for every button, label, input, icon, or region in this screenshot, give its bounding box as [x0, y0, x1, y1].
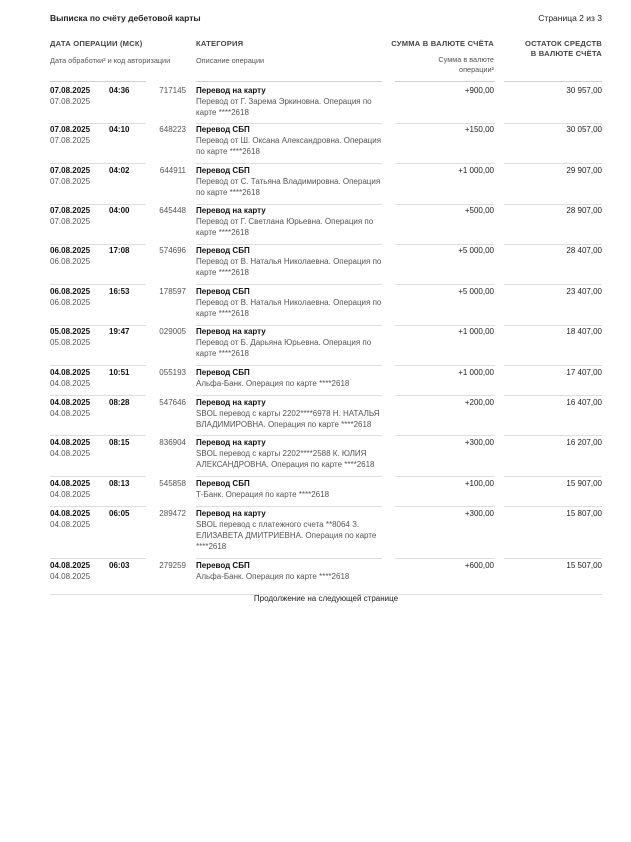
transaction-time: 17:08 — [109, 246, 130, 255]
transaction-date: 04.08.2025 — [50, 479, 91, 488]
transaction-time: 04:36 — [109, 86, 130, 95]
balance-after: 28 907,00 — [566, 206, 602, 215]
row-divider — [504, 476, 602, 477]
transaction-time: 16:53 — [109, 287, 130, 296]
row-divider — [504, 325, 602, 326]
transaction-description: Перевод от Г. Светлана Юрьевна. Операция по карте ****2618 — [196, 217, 374, 237]
transaction-date: 07.08.2025 — [50, 125, 91, 134]
col-amount-subheader-line1: Сумма в валюте — [438, 55, 494, 64]
transaction-description: Перевод от С. Татьяна Владимировна. Операция по карте ****2618 — [196, 177, 381, 197]
transaction-date: 07.08.2025 — [50, 166, 91, 175]
transaction-category: Перевод СБП — [196, 287, 250, 296]
transaction-time: 08:15 — [109, 438, 130, 447]
row-divider — [504, 395, 602, 396]
row-divider — [50, 244, 146, 245]
row-divider — [50, 123, 146, 124]
processing-date: 04.08.2025 — [50, 409, 91, 418]
transaction-category: Перевод СБП — [196, 561, 250, 570]
transaction-amount: +500,00 — [464, 206, 494, 215]
row-divider — [395, 506, 495, 507]
row-divider — [196, 506, 382, 507]
authorization-code: 279259 — [159, 561, 186, 570]
authorization-code: 645448 — [159, 206, 186, 215]
processing-date: 05.08.2025 — [50, 338, 91, 347]
transaction-date: 07.08.2025 — [50, 206, 91, 215]
transaction-amount: +1 000,00 — [458, 368, 494, 377]
transaction-description: Перевод от Ш. Оксана Александровна. Операция по карте ****2618 — [196, 136, 382, 156]
transaction-date: 06.08.2025 — [50, 287, 91, 296]
page-number: Страница 2 из 3 — [538, 13, 602, 23]
col-amount-header: СУММА В ВАЛЮТЕ СЧЁТА — [391, 39, 494, 48]
authorization-code: 029005 — [159, 327, 186, 336]
transaction-description: Альфа-Банк. Операция по карте ****2618 — [196, 379, 350, 388]
transaction-time: 06:05 — [109, 509, 130, 518]
transaction-amount: +1 000,00 — [458, 327, 494, 336]
balance-after: 30 957,00 — [566, 86, 602, 95]
balance-after: 23 407,00 — [566, 287, 602, 296]
row-divider — [196, 204, 382, 205]
header-divider — [504, 81, 602, 82]
row-divider — [196, 284, 382, 285]
row-divider — [196, 123, 382, 124]
transaction-category: Перевод СБП — [196, 166, 250, 175]
transaction-time: 04:10 — [109, 125, 130, 134]
header-divider — [50, 81, 146, 82]
col-category-subheader: Описание операции — [196, 56, 265, 65]
transaction-description: Перевод от В. Наталья Николаевна. Операция по карте ****2618 — [196, 257, 382, 277]
row-divider — [395, 123, 495, 124]
row-divider — [504, 244, 602, 245]
row-divider — [504, 506, 602, 507]
authorization-code: 545858 — [159, 479, 186, 488]
processing-date: 07.08.2025 — [50, 177, 91, 186]
transaction-description: Перевод от Г. Зарема Эркиновна. Операция по карте ****2618 — [196, 97, 372, 117]
processing-date: 04.08.2025 — [50, 449, 91, 458]
row-divider — [395, 365, 495, 366]
balance-after: 15 907,00 — [566, 479, 602, 488]
col-balance-header-line2: В ВАЛЮТЕ СЧЁТА — [530, 49, 602, 58]
balance-after: 17 407,00 — [566, 368, 602, 377]
transaction-category: Перевод на карту — [196, 398, 266, 407]
col-date-header: ДАТА ОПЕРАЦИИ (МСК) — [50, 39, 143, 48]
transaction-category: Перевод на карту — [196, 206, 266, 215]
row-divider — [50, 395, 146, 396]
authorization-code: 717145 — [159, 86, 186, 95]
transaction-category: Перевод СБП — [196, 246, 250, 255]
row-divider — [395, 284, 495, 285]
transaction-amount: +300,00 — [464, 509, 494, 518]
row-divider — [196, 395, 382, 396]
processing-date: 06.08.2025 — [50, 298, 91, 307]
transaction-date: 04.08.2025 — [50, 438, 91, 447]
row-divider — [50, 325, 146, 326]
transaction-date: 06.08.2025 — [50, 246, 91, 255]
transaction-amount: +1 000,00 — [458, 166, 494, 175]
row-divider — [196, 365, 382, 366]
balance-after: 28 407,00 — [566, 246, 602, 255]
row-divider — [50, 435, 146, 436]
transaction-time: 10:51 — [109, 368, 130, 377]
balance-after: 16 207,00 — [566, 438, 602, 447]
col-amount-subheader-line2: операции² — [459, 65, 494, 74]
balance-after: 29 907,00 — [566, 166, 602, 175]
processing-date: 04.08.2025 — [50, 379, 91, 388]
transaction-amount: +200,00 — [464, 398, 494, 407]
transaction-amount: +150,00 — [464, 125, 494, 134]
transaction-description: SBOL перевод с карты 2202****6978 Н. НАТАЛЬЯ ВЛАДИМИРОВНА. Операция по карте ****2618 — [196, 409, 380, 429]
processing-date: 07.08.2025 — [50, 97, 91, 106]
row-divider — [50, 284, 146, 285]
row-divider — [50, 476, 146, 477]
row-divider — [395, 325, 495, 326]
column-headers — [50, 39, 602, 79]
transaction-time: 04:00 — [109, 206, 130, 215]
transaction-description: Перевод от Б. Дарьяна Юрьевна. Операция по карте ****2618 — [196, 338, 372, 358]
transaction-amount: +900,00 — [464, 86, 494, 95]
processing-date: 04.08.2025 — [50, 520, 91, 529]
row-divider — [50, 558, 146, 559]
transaction-category: Перевод СБП — [196, 368, 250, 377]
row-divider — [504, 163, 602, 164]
row-divider — [50, 204, 146, 205]
balance-after: 15 507,00 — [566, 561, 602, 570]
row-divider — [395, 204, 495, 205]
authorization-code: 178597 — [159, 287, 186, 296]
row-divider — [196, 558, 382, 559]
authorization-code: 547646 — [159, 398, 186, 407]
transaction-time: 08:13 — [109, 479, 130, 488]
authorization-code: 644911 — [159, 166, 186, 175]
transaction-description: Т-Банк. Операция по карте ****2618 — [196, 490, 330, 499]
transaction-description: SBOL перевод с карты 2202****2588 К. ЮЛИЯ АЛЕКСАНДРОВНА. Операция по карте ****2618 — [196, 449, 375, 469]
row-divider — [196, 435, 382, 436]
transaction-amount: +600,00 — [464, 561, 494, 570]
row-divider — [504, 284, 602, 285]
processing-date: 04.08.2025 — [50, 572, 91, 581]
row-divider — [504, 558, 602, 559]
transaction-time: 06:03 — [109, 561, 130, 570]
processing-date: 07.08.2025 — [50, 217, 91, 226]
transaction-description: Альфа-Банк. Операция по карте ****2618 — [196, 572, 350, 581]
header-divider — [395, 81, 495, 82]
row-divider — [50, 506, 146, 507]
transaction-description: SBOL перевод с платежного счета **8064 З. ЕЛИЗАВЕТА ДМИТРИЕВНА. Операция по карте ****2618 — [196, 520, 377, 551]
transaction-date: 04.08.2025 — [50, 509, 91, 518]
processing-date: 04.08.2025 — [50, 490, 91, 499]
transaction-category: Перевод на карту — [196, 86, 266, 95]
row-divider — [504, 365, 602, 366]
col-date-subheader: Дата обработки² и код авторизации — [50, 56, 171, 65]
row-divider — [196, 476, 382, 477]
row-divider — [196, 244, 382, 245]
row-divider — [395, 395, 495, 396]
col-amount-subheader — [414, 55, 494, 75]
transaction-category: Перевод на карту — [196, 509, 266, 518]
transaction-amount: +5 000,00 — [458, 246, 494, 255]
authorization-code: 574696 — [159, 246, 186, 255]
transaction-category: Перевод на карту — [196, 438, 266, 447]
transaction-description: Перевод от В. Наталья Николаевна. Операция по карте ****2618 — [196, 298, 382, 318]
col-balance-header-line1: ОСТАТОК СРЕДСТВ — [524, 39, 602, 48]
transaction-amount: +100,00 — [464, 479, 494, 488]
row-divider — [50, 365, 146, 366]
row-divider — [395, 435, 495, 436]
balance-after: 18 407,00 — [566, 327, 602, 336]
continuation-note: Продолжение на следующей странице — [253, 594, 399, 603]
balance-after: 16 407,00 — [566, 398, 602, 407]
row-divider — [504, 435, 602, 436]
row-divider — [504, 204, 602, 205]
row-divider — [395, 163, 495, 164]
row-divider — [395, 244, 495, 245]
transaction-time: 04:02 — [109, 166, 130, 175]
transaction-date: 05.08.2025 — [50, 327, 91, 336]
transaction-amount: +5 000,00 — [458, 287, 494, 296]
transaction-date: 04.08.2025 — [50, 561, 91, 570]
transaction-time: 19:47 — [109, 327, 130, 336]
row-divider — [395, 558, 495, 559]
row-divider — [196, 325, 382, 326]
col-balance-header — [512, 39, 602, 59]
row-divider — [395, 476, 495, 477]
transaction-category: Перевод СБП — [196, 479, 250, 488]
col-category-header: КАТЕГОРИЯ — [196, 39, 244, 48]
transaction-date: 07.08.2025 — [50, 86, 91, 95]
row-divider — [50, 163, 146, 164]
transaction-category: Перевод на карту — [196, 327, 266, 336]
authorization-code: 289472 — [159, 509, 186, 518]
authorization-code: 648223 — [159, 125, 186, 134]
processing-date: 07.08.2025 — [50, 136, 91, 145]
processing-date: 06.08.2025 — [50, 257, 91, 266]
row-divider — [196, 163, 382, 164]
header-divider — [196, 81, 382, 82]
balance-after: 15 807,00 — [566, 509, 602, 518]
authorization-code: 836904 — [159, 438, 186, 447]
transaction-amount: +300,00 — [464, 438, 494, 447]
row-divider — [504, 123, 602, 124]
statement-title: Выписка по счёту дебетовой карты — [50, 13, 201, 23]
transaction-time: 08:28 — [109, 398, 130, 407]
balance-after: 30 057,00 — [566, 125, 602, 134]
authorization-code: 055193 — [159, 368, 186, 377]
transaction-date: 04.08.2025 — [50, 368, 91, 377]
transaction-category: Перевод СБП — [196, 125, 250, 134]
transaction-date: 04.08.2025 — [50, 398, 91, 407]
